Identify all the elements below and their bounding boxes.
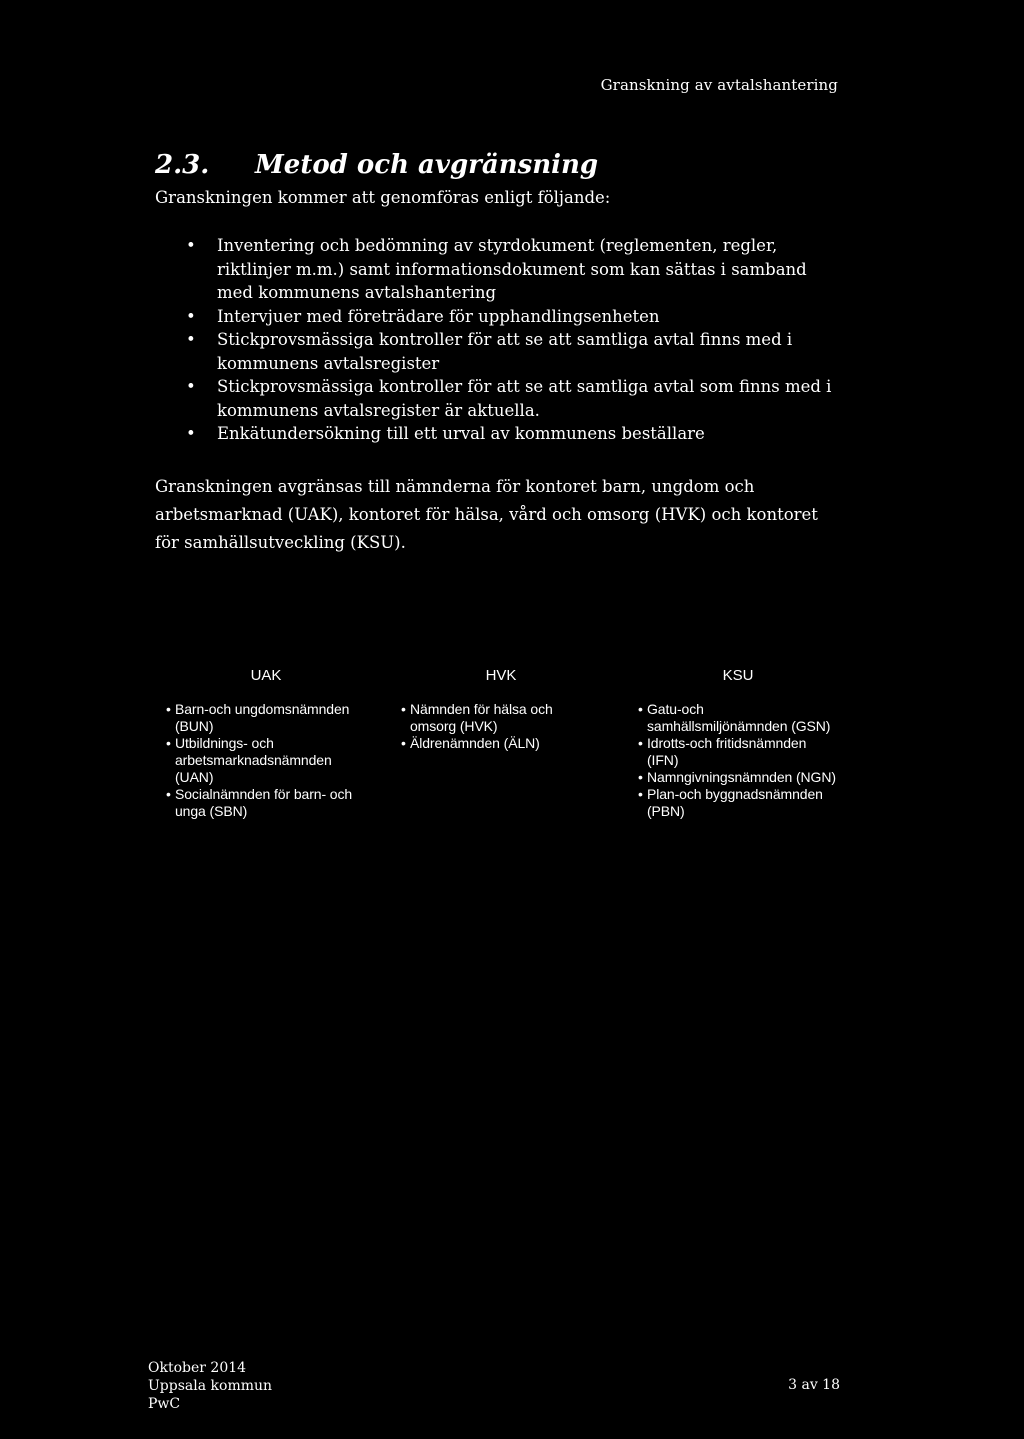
footer-date: Oktober 2014 — [148, 1360, 247, 1376]
bullet-icon: • — [638, 701, 643, 717]
list-item — [638, 786, 838, 820]
list-item — [166, 786, 361, 820]
list-item-text: Utbildnings- och arbetsmarknadsnämnden (UAN) — [175, 735, 332, 785]
list-item — [155, 328, 845, 375]
section-title: Metod och avgränsning — [255, 150, 599, 180]
bullet-icon: • — [186, 330, 196, 349]
list-item — [166, 701, 361, 735]
list-item — [155, 305, 845, 329]
list-item-text: Barn-och ungdomsnämnden (BUN) — [175, 701, 350, 734]
bullet-icon: • — [401, 735, 406, 751]
page-header-title: Granskning av avtalshantering — [600, 76, 838, 94]
list-item-text: Stickprovsmässiga kontroller för att se att samtliga avtal som finns med i kommunens avtalsregister är aktuella. — [217, 377, 832, 420]
bullet-icon: • — [166, 735, 171, 751]
list-item-text: Gatu-och samhällsmiljönämnden (GSN) — [647, 701, 831, 734]
bullet-icon: • — [166, 786, 171, 802]
list-item-text: Stickprovsmässiga kontroller för att se att samtliga avtal finns med i kommunens avtalsregister — [217, 330, 793, 373]
org-columns — [0, 667, 1024, 867]
list-item — [401, 735, 581, 752]
scope-paragraph: Granskningen avgränsas till nämnderna för kontoret barn, ungdom och arbetsmarknad (UAK), kontoret för hälsa, vård och omsorg (HVK) och kontoret för samhällsutveckling (KSU). — [155, 477, 818, 552]
list-item-text: Namngivningsnämnden (NGN) — [647, 769, 836, 785]
bullet-icon: • — [401, 701, 406, 717]
org-title: KSU — [722, 667, 754, 684]
method-list — [155, 234, 845, 446]
org-title: UAK — [250, 667, 282, 684]
list-item-text: Nämnden för hälsa och omsorg (HVK) — [410, 701, 553, 734]
footer-organization: Uppsala kommun — [148, 1378, 273, 1394]
list-item — [155, 234, 845, 305]
list-item — [638, 701, 838, 735]
list-item-text: Enkätundersökning till ett urval av kommunens beställare — [217, 424, 705, 443]
page-footer — [148, 1359, 272, 1413]
list-item-text: Idrotts-och fritidsnämnden (IFN) — [647, 735, 807, 768]
list-item-text: Socialnämnden för barn- och unga (SBN) — [175, 786, 353, 819]
section-heading — [155, 150, 598, 180]
bullet-icon: • — [186, 236, 196, 255]
bullet-icon: • — [186, 424, 196, 443]
list-item — [166, 735, 361, 786]
org-title: HVK — [485, 667, 517, 684]
list-item-text: Äldrenämnden (ÄLN) — [410, 735, 540, 751]
list-item-text: Inventering och bedömning av styrdokument (reglementen, regler, riktlinjer m.m.) samt informationsdokument som kan sättas i samband med kommunens avtalshantering — [217, 236, 807, 302]
org-items — [638, 701, 838, 820]
bullet-icon: • — [166, 701, 171, 717]
intro-text: Granskningen kommer att genomföras enligt följande: — [155, 188, 611, 207]
list-item — [155, 375, 845, 422]
list-item-text: Plan-och byggnadsnämnden (PBN) — [647, 786, 823, 819]
bullet-icon: • — [186, 306, 196, 326]
list-item — [638, 769, 838, 786]
org-items — [166, 701, 361, 820]
list-item — [401, 701, 581, 735]
org-items — [401, 701, 581, 752]
section-number: 2.3. — [155, 150, 210, 180]
list-item — [155, 422, 845, 446]
footer-company: PwC — [148, 1396, 181, 1412]
page-number: 3 av 18 — [788, 1377, 840, 1393]
bullet-icon: • — [638, 769, 643, 785]
list-item — [638, 735, 838, 769]
bullet-icon: • — [638, 786, 643, 802]
list-item-text: Intervjuer med företrädare för upphandlingsenheten — [217, 306, 660, 326]
bullet-icon: • — [186, 377, 196, 396]
bullet-icon: • — [638, 735, 643, 751]
